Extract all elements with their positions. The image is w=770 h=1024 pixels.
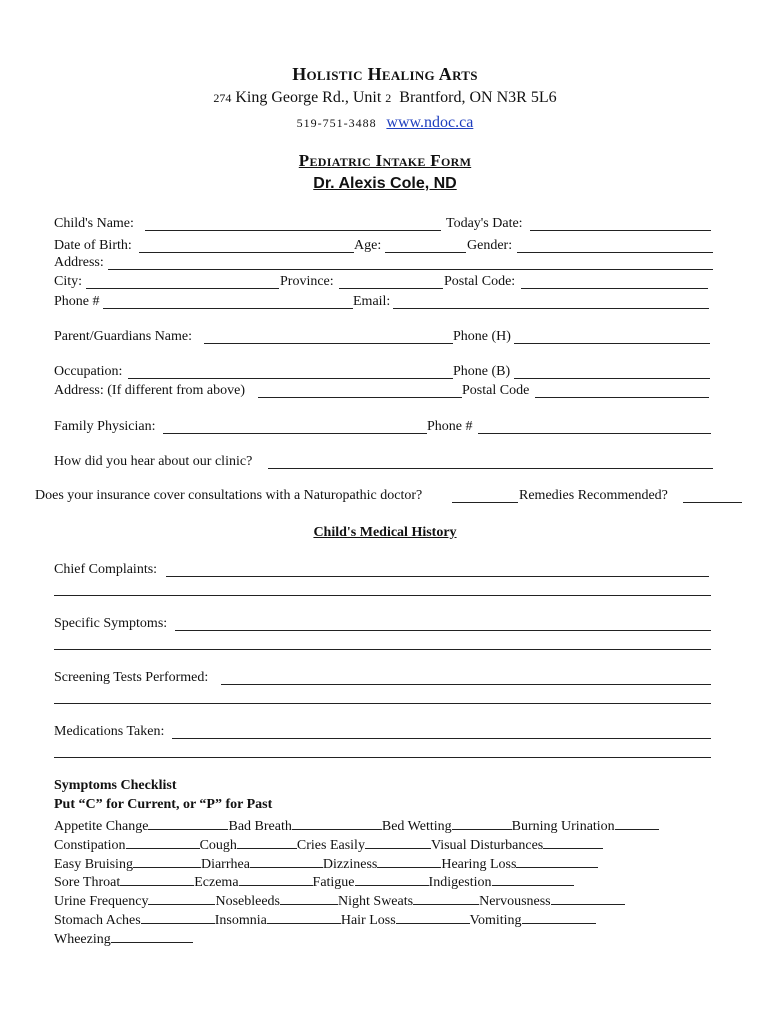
province-label: Province: (280, 274, 334, 289)
checklist-item: Bad Breath (228, 819, 292, 834)
medical-history-heading: Child's Medical History (313, 525, 457, 540)
phone-h-label: Phone (H) (453, 329, 511, 344)
checklist-item: Dizziness (322, 857, 378, 872)
checklist-blank[interactable] (516, 855, 598, 868)
checklist-row (54, 911, 596, 929)
checklist-instruction: Put “C” for Current, or “P” for Past (54, 797, 273, 812)
clinic-name: Holistic Healing Arts (292, 64, 478, 84)
checklist-blank[interactable] (452, 817, 512, 830)
screening-tests-field-2[interactable] (54, 703, 711, 704)
checklist-item: Wheezing (54, 932, 111, 947)
dob-label: Date of Birth: (54, 238, 132, 253)
postal-code2-field[interactable] (535, 397, 709, 398)
checklist-item: Bed Wetting (381, 819, 452, 834)
checklist-blank[interactable] (543, 836, 603, 849)
family-physician-field[interactable] (163, 433, 427, 434)
checklist-blank[interactable] (615, 817, 659, 830)
specific-symptoms-field[interactable] (175, 630, 711, 631)
checklist-blank[interactable] (413, 892, 479, 905)
specific-symptoms-field-2[interactable] (54, 649, 711, 650)
checklist-blank[interactable] (239, 873, 313, 886)
checklist-blank[interactable] (492, 873, 574, 886)
checklist-blank[interactable] (267, 911, 341, 924)
email-label: Email: (353, 294, 391, 309)
checklist-item: Nervousness (479, 894, 551, 909)
checklist-blank[interactable] (148, 892, 215, 905)
checklist-row (54, 873, 574, 891)
city-field[interactable] (86, 288, 279, 289)
postal-code-field[interactable] (521, 288, 708, 289)
province-field[interactable] (339, 288, 443, 289)
medications-field-2[interactable] (54, 757, 711, 758)
phone-b-label: Phone (B) (453, 364, 511, 379)
checklist-blank[interactable] (551, 892, 625, 905)
phone-b-field[interactable] (514, 378, 710, 379)
checklist-item: Stomach Aches (54, 913, 141, 928)
checklist-item: Hair Loss (340, 913, 396, 928)
checklist-blank[interactable] (120, 873, 194, 886)
postal-code-label: Postal Code: (444, 274, 516, 289)
checklist-item: Cries Easily (296, 838, 365, 853)
clinic-address (0, 89, 770, 107)
checklist-blank[interactable] (237, 836, 297, 849)
age-field[interactable] (385, 252, 466, 253)
checklist-blank[interactable] (396, 911, 470, 924)
occupation-label: Occupation: (54, 364, 123, 379)
occupation-field[interactable] (128, 378, 453, 379)
parent-name-field[interactable] (204, 343, 453, 344)
insurance-field[interactable] (452, 502, 518, 503)
checklist-blank[interactable] (280, 892, 338, 905)
screening-tests-field[interactable] (221, 684, 711, 685)
checklist-blank[interactable] (111, 930, 193, 943)
checklist-item: Eczema (194, 875, 239, 890)
checklist-item: Sore Throat (54, 875, 121, 890)
checklist-blank[interactable] (365, 836, 431, 849)
chief-complaints-label: Chief Complaints: (54, 562, 158, 577)
clinic-phone: 519-751-3488 (296, 116, 377, 130)
specific-symptoms-label: Specific Symptoms: (54, 616, 168, 631)
checklist-blank[interactable] (292, 817, 382, 830)
address-street: King George Rd., Unit (235, 89, 382, 106)
screening-tests-label: Screening Tests Performed: (54, 670, 209, 685)
hear-about-label: How did you hear about our clinic? (54, 454, 253, 469)
phone-label: Phone # (54, 294, 100, 309)
checklist-item: Cough (199, 838, 237, 853)
medications-label: Medications Taken: (54, 724, 165, 739)
checklist-item: Visual Disturbances (430, 838, 544, 853)
checklist-blank[interactable] (355, 873, 429, 886)
postal: N3R 5L6 (496, 89, 557, 106)
checklist-blank[interactable] (148, 817, 228, 830)
doctor-name: Dr. Alexis Cole, ND (313, 175, 457, 192)
checklist-item: Fatigue (312, 875, 355, 890)
todays-date-label: Today's Date: (446, 216, 523, 231)
medications-field[interactable] (172, 738, 711, 739)
checklist-blank[interactable] (377, 855, 441, 868)
checklist-item: Night Sweats (338, 894, 414, 909)
gender-field[interactable] (517, 252, 713, 253)
unit-number: 2 (385, 91, 392, 105)
checklist-row (54, 855, 598, 873)
street-number: 274 (213, 91, 232, 105)
family-physician-label: Family Physician: (54, 419, 156, 434)
checklist-item: Indigestion (428, 875, 492, 890)
checklist-blank[interactable] (133, 855, 201, 868)
child-name-field[interactable] (145, 230, 441, 231)
checklist-item: Hearing Loss (441, 857, 517, 872)
insurance-label: Does your insurance cover consultations with a Naturopathic doctor? (35, 488, 423, 503)
child-name-label: Child's Name: (54, 216, 134, 231)
checklist-blank[interactable] (250, 855, 323, 868)
checklist-item: Urine Frequency (54, 894, 149, 909)
checklist-item: Burning Urination (511, 819, 615, 834)
checklist-row (54, 836, 603, 854)
phone2-label: Phone # (427, 419, 473, 434)
checklist-row (54, 930, 193, 948)
checklist-item: Appetite Change (54, 819, 149, 834)
phone2-field[interactable] (478, 433, 711, 434)
checklist-item: Nosebleeds (215, 894, 281, 909)
checklist-item: Constipation (54, 838, 126, 853)
gender-label: Gender: (467, 238, 513, 253)
checklist-row (54, 817, 659, 835)
chief-complaints-field[interactable] (166, 576, 709, 577)
checklist-blank[interactable] (522, 911, 596, 924)
checklist-item: Diarrhea (200, 857, 250, 872)
address-city: Brantford, ON (399, 89, 493, 106)
email-field[interactable] (393, 308, 709, 309)
phone-h-field[interactable] (514, 343, 710, 344)
postal-code2-label: Postal Code (462, 383, 530, 398)
chief-complaints-field-2[interactable] (54, 595, 711, 596)
hear-about-field[interactable] (268, 468, 713, 469)
checklist-heading: Symptoms Checklist (54, 778, 177, 793)
address-diff-field[interactable] (258, 397, 462, 398)
clinic-contact (0, 114, 770, 132)
website-link[interactable]: www.ndoc.ca (386, 114, 474, 131)
checklist-item: Vomiting (469, 913, 522, 928)
address-field[interactable] (108, 269, 713, 270)
checklist-blank[interactable] (141, 911, 215, 924)
age-label: Age: (354, 238, 382, 253)
checklist-item: Easy Bruising (54, 857, 133, 872)
dob-field[interactable] (139, 252, 354, 253)
todays-date-field[interactable] (530, 230, 711, 231)
form-title: Pediatric Intake Form (298, 151, 472, 170)
checklist-blank[interactable] (126, 836, 200, 849)
address-diff-label: Address: (If different from above) (54, 383, 246, 398)
remedies-label: Remedies Recommended? (519, 488, 668, 503)
address-label: Address: (54, 255, 104, 270)
city-label: City: (54, 274, 83, 289)
checklist-item: Insomnia (214, 913, 267, 928)
remedies-field[interactable] (683, 502, 742, 503)
phone-field[interactable] (103, 308, 353, 309)
parent-name-label: Parent/Guardians Name: (54, 329, 193, 344)
checklist-row (54, 892, 625, 910)
